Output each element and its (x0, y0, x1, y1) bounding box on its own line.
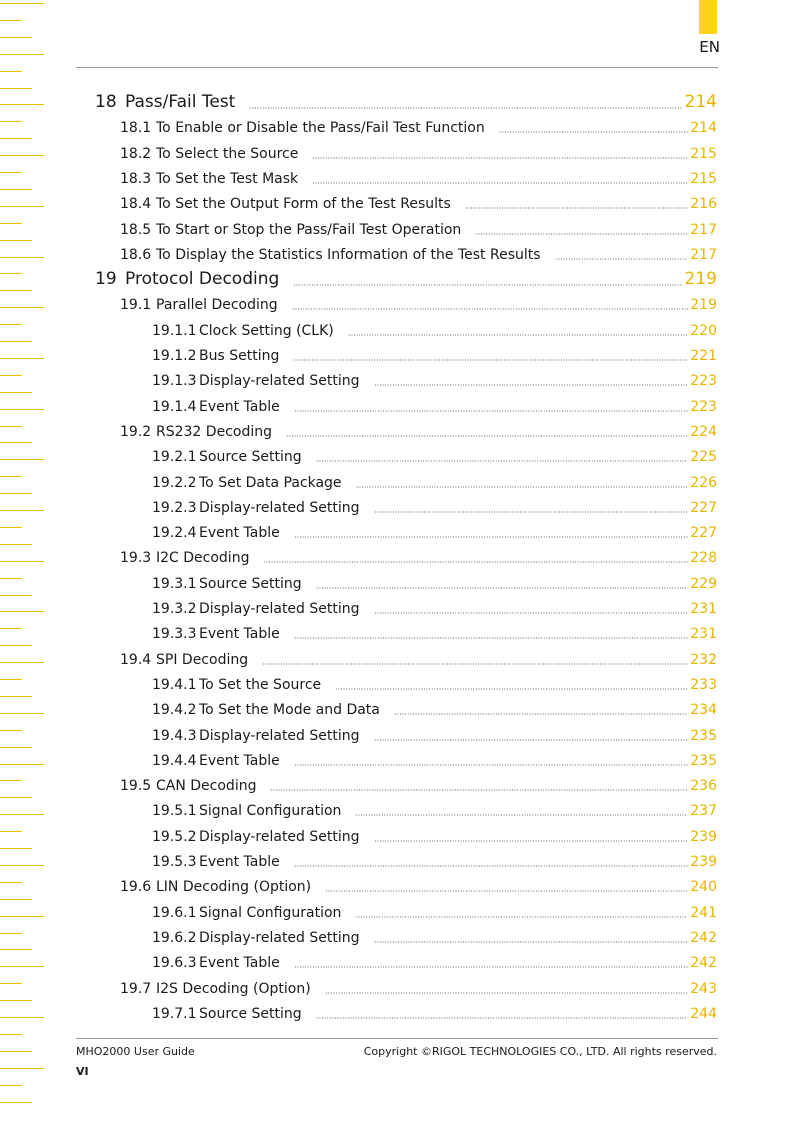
toc-entry-page: 237 (690, 803, 717, 820)
toc-leader-dots (374, 840, 689, 842)
toc-leader-dots (316, 587, 689, 589)
toc-entry-number: 18.5 (120, 221, 152, 238)
toc-entry-number: 18.1 (120, 120, 152, 137)
toc-entry-page: 217 (690, 246, 717, 263)
toc-leader-dots (263, 561, 688, 563)
toc-entry-19-4-3[interactable] (152, 725, 717, 744)
toc-entry-number: 19.6.2 (152, 929, 197, 946)
toc-entry-number: 19.3.3 (152, 626, 197, 643)
toc-entry-number: 19.2.2 (152, 474, 197, 491)
page-number: VI (76, 1065, 89, 1078)
toc-entry-19-1-3[interactable] (152, 370, 717, 389)
toc-entry-page: 226 (690, 474, 717, 491)
toc-entry-number: 19.1.4 (152, 398, 197, 415)
toc-entry-19-1-2[interactable] (152, 345, 717, 364)
toc-entry-title: Source Setting (199, 1005, 302, 1022)
toc-leader-dots (286, 435, 688, 437)
toc-entry-title: Signal Configuration (199, 904, 342, 921)
toc-entry-19-6-3[interactable] (152, 952, 717, 971)
toc-entry-title: Parallel Decoding (156, 297, 278, 314)
toc-entry-19-2-3[interactable] (152, 497, 717, 516)
toc-entry-number: 19.1.1 (152, 322, 197, 339)
toc-entry-page: 239 (690, 828, 717, 845)
toc-entry-page: 229 (690, 575, 717, 592)
toc-entry-19-7-1[interactable] (152, 1003, 717, 1022)
toc-leader-dots (374, 612, 689, 614)
toc-entry-19-7[interactable] (120, 978, 717, 997)
toc-entry-page: 214 (684, 92, 717, 112)
toc-leader-dots (294, 865, 689, 867)
toc-leader-dots (294, 410, 689, 412)
toc-entry-page: 231 (690, 601, 717, 617)
toc-entry-title: Display-related Setting (199, 499, 360, 516)
footer-divider (76, 1038, 718, 1039)
toc-entry-page: 225 (690, 449, 717, 466)
toc-leader-dots (294, 536, 689, 538)
document-name: MHO2000 User Guide (76, 1045, 195, 1058)
toc-entry-number: 19.4.4 (152, 752, 197, 769)
toc-entry-number: 19.5.2 (152, 828, 197, 845)
toc-entry-19-3-1[interactable] (152, 573, 717, 592)
toc-entry-title: Bus Setting (199, 348, 280, 364)
toc-entry-19-1-4[interactable] (152, 396, 717, 415)
toc-entry-number: 19.2.3 (152, 499, 197, 516)
toc-entry-title: Source Setting (199, 449, 302, 466)
toc-entry-number: 19.3.1 (152, 575, 197, 592)
language-label: EN (699, 38, 720, 56)
toc-entry-number: 19.6 (120, 879, 152, 896)
toc-entry-number: 19.6.1 (152, 904, 197, 921)
toc-entry-page: 214 (690, 120, 717, 137)
toc-entry-19[interactable] (95, 267, 717, 289)
toc-entry-number: 19.7.1 (152, 1005, 197, 1022)
toc-leader-dots (316, 1017, 689, 1019)
toc-leader-dots (355, 916, 688, 918)
toc-entry-page: 241 (690, 904, 717, 921)
toc-entry-19-5-3[interactable] (152, 851, 717, 870)
toc-entry-page: 224 (690, 423, 717, 440)
toc-entry-title: To Set the Mode and Data (199, 702, 380, 719)
toc-entry-page: 232 (690, 651, 717, 668)
toc-entry-title: Pass/Fail Test (125, 92, 236, 112)
toc-entry-page: 223 (690, 398, 717, 415)
toc-leader-dots (293, 284, 682, 286)
toc-entry-page: 235 (690, 727, 717, 744)
toc-leader-dots (249, 107, 682, 109)
toc-entry-title: To Start or Stop the Pass/Fail Test Operation (156, 221, 462, 238)
toc-entry-title: To Enable or Disable the Pass/Fail Test Function (156, 120, 485, 137)
toc-entry-title: Event Table (199, 854, 280, 870)
toc-entry-title: Display-related Setting (199, 929, 360, 946)
toc-entry-number: 19.3 (120, 550, 152, 567)
toc-entry-title: LIN Decoding (Option) (156, 879, 312, 896)
toc-entry-number: 19.5.1 (152, 803, 197, 820)
toc-entry-18-1[interactable] (120, 117, 717, 136)
toc-entry-title: Display-related Setting (199, 828, 360, 845)
toc-entry-title: Display-related Setting (199, 601, 360, 617)
toc-entry-18-5[interactable] (120, 219, 717, 238)
toc-entry-19-5[interactable] (120, 775, 717, 794)
toc-leader-dots (374, 739, 689, 741)
toc-entry-title: I2C Decoding (156, 550, 250, 567)
toc-entry-number: 19.4 (120, 651, 152, 668)
toc-entry-number: 19.5 (120, 778, 152, 795)
toc-entry-title: Event Table (199, 525, 280, 542)
toc-entry-title: Source Setting (199, 575, 302, 592)
toc-entry-19-2-2[interactable] (152, 472, 717, 491)
toc-entry-number: 19.1.3 (152, 373, 197, 390)
toc-leader-dots (475, 233, 688, 235)
toc-entry-title: Display-related Setting (199, 373, 360, 390)
toc-leader-dots (294, 764, 689, 766)
toc-entry-19-2-1[interactable] (152, 446, 717, 465)
toc-entry-18-6[interactable] (120, 244, 717, 263)
toc-entry-title: Event Table (199, 752, 280, 769)
toc-entry-page: 233 (690, 676, 717, 693)
toc-leader-dots (555, 258, 689, 260)
toc-leader-dots (325, 992, 689, 994)
toc-leader-dots (374, 941, 689, 943)
toc-entry-page: 244 (690, 1005, 717, 1022)
toc-entry-page: 215 (690, 170, 717, 187)
toc-entry-19-4[interactable] (120, 649, 717, 668)
toc-entry-19-3-2[interactable] (152, 598, 717, 617)
toc-entry-number: 19.2.1 (152, 449, 197, 466)
toc-entry-19-4-2[interactable] (152, 699, 717, 718)
toc-entry-page: 217 (690, 221, 717, 238)
toc-entry-19-1-1[interactable] (152, 320, 717, 339)
toc-entry-page: 219 (684, 269, 717, 290)
toc-leader-dots (325, 890, 688, 892)
toc-entry-number: 18.4 (120, 196, 152, 213)
toc-leader-dots (348, 334, 689, 336)
toc-entry-title: Event Table (199, 955, 280, 972)
toc-entry-19-6-2[interactable] (152, 927, 717, 946)
toc-entry-title: Event Table (199, 398, 280, 415)
toc-leader-dots (293, 359, 688, 361)
toc-entry-page: 227 (690, 525, 717, 542)
toc-entry-page: 223 (690, 373, 717, 390)
toc-entry-title: Signal Configuration (199, 803, 342, 820)
toc-entry-page: 216 (690, 196, 717, 213)
toc-entry-18-4[interactable] (120, 193, 717, 212)
toc-entry-page: 219 (690, 297, 717, 314)
toc-entry-number: 18.6 (120, 246, 152, 263)
toc-entry-title: To Set Data Package (199, 474, 342, 491)
toc-leader-dots (294, 637, 689, 639)
toc-entry-title: Event Table (199, 626, 280, 643)
toc-leader-dots (394, 713, 688, 715)
copyright-notice: Copyright ©RIGOL TECHNOLOGIES CO., LTD. All rights reserved. (363, 1045, 717, 1058)
toc-entry-title: To Display the Statistics Information of the Test Results (156, 246, 541, 263)
toc-entry-page: 242 (690, 955, 717, 972)
toc-entry-18-2[interactable] (120, 143, 717, 162)
toc-entry-number: 19.1 (120, 297, 152, 314)
toc-entry-19-4-4[interactable] (152, 750, 717, 769)
toc-entry-number: 18 (95, 92, 117, 112)
toc-entry-19-6[interactable] (120, 876, 717, 895)
toc-leader-dots (499, 131, 689, 133)
toc-leader-dots (294, 966, 689, 968)
toc-leader-dots (270, 789, 688, 791)
toc-entry-page: 236 (690, 778, 717, 795)
toc-entry-page: 239 (690, 854, 717, 870)
toc-entry-number: 19.4.2 (152, 702, 197, 719)
toc-entry-page: 243 (690, 980, 717, 997)
toc-entry-18[interactable] (95, 90, 717, 112)
toc-entry-title: Protocol Decoding (125, 269, 280, 290)
toc-leader-dots (335, 688, 688, 690)
toc-entry-number: 18.3 (120, 170, 152, 187)
toc-leader-dots (355, 814, 688, 816)
toc-entry-title: To Set the Test Mask (156, 170, 299, 187)
toc-entry-page: 220 (690, 322, 717, 339)
toc-entry-title: CAN Decoding (156, 778, 257, 795)
toc-entry-title: Display-related Setting (199, 727, 360, 744)
toc-entry-page: 235 (690, 752, 717, 769)
toc-entry-page: 240 (690, 879, 717, 896)
toc-entry-number: 18.2 (120, 145, 152, 162)
toc-entry-page: 231 (690, 626, 717, 643)
toc-entry-page: 215 (690, 145, 717, 162)
toc-entry-number: 19.1.2 (152, 348, 197, 364)
toc-entry-number: 19.2 (120, 423, 152, 440)
toc-entry-number: 19.4.1 (152, 676, 197, 693)
toc-entry-19-3[interactable] (120, 547, 717, 566)
toc-entry-number: 19.2.4 (152, 525, 197, 542)
toc-entry-page: 242 (690, 929, 717, 946)
toc-entry-number: 19.5.3 (152, 854, 197, 870)
toc-entry-19-2-4[interactable] (152, 522, 717, 541)
toc-entry-title: Clock Setting (CLK) (199, 322, 334, 339)
toc-entry-number: 19.3.2 (152, 601, 197, 617)
toc-leader-dots (356, 486, 689, 488)
toc-leader-dots (374, 384, 689, 386)
toc-entry-19-6-1[interactable] (152, 902, 717, 921)
toc-entry-title: RS232 Decoding (156, 423, 272, 440)
toc-entry-title: To Select the Source (156, 145, 299, 162)
toc-entry-number: 19 (95, 269, 117, 290)
toc-leader-dots (316, 460, 689, 462)
toc-leader-dots (312, 182, 688, 184)
toc-entry-page: 234 (690, 702, 717, 719)
toc-entry-number: 19.6.3 (152, 955, 197, 972)
toc-leader-dots (465, 207, 688, 209)
toc-entry-page: 221 (690, 348, 717, 364)
toc-entry-19-5-2[interactable] (152, 826, 717, 845)
toc-entry-19-1[interactable] (120, 294, 717, 313)
toc-leader-dots (292, 308, 689, 310)
toc-entry-18-3[interactable] (120, 168, 717, 187)
toc-entry-19-5-1[interactable] (152, 800, 717, 819)
toc-entry-19-3-3[interactable] (152, 623, 717, 642)
toc-entry-page: 228 (690, 550, 717, 567)
toc-entry-title: I2S Decoding (Option) (156, 980, 311, 997)
toc-entry-title: SPI Decoding (156, 651, 249, 668)
toc-entry-19-2[interactable] (120, 421, 717, 440)
toc-entry-19-4-1[interactable] (152, 674, 717, 693)
toc-entry-page: 227 (690, 499, 717, 516)
toc-entry-number: 19.7 (120, 980, 152, 997)
toc-entry-title: To Set the Source (199, 676, 322, 693)
toc-leader-dots (312, 157, 688, 159)
toc-entry-title: To Set the Output Form of the Test Results (156, 196, 451, 213)
toc-leader-dots (374, 511, 689, 513)
toc-leader-dots (262, 663, 688, 665)
toc-entry-number: 19.4.3 (152, 727, 197, 744)
